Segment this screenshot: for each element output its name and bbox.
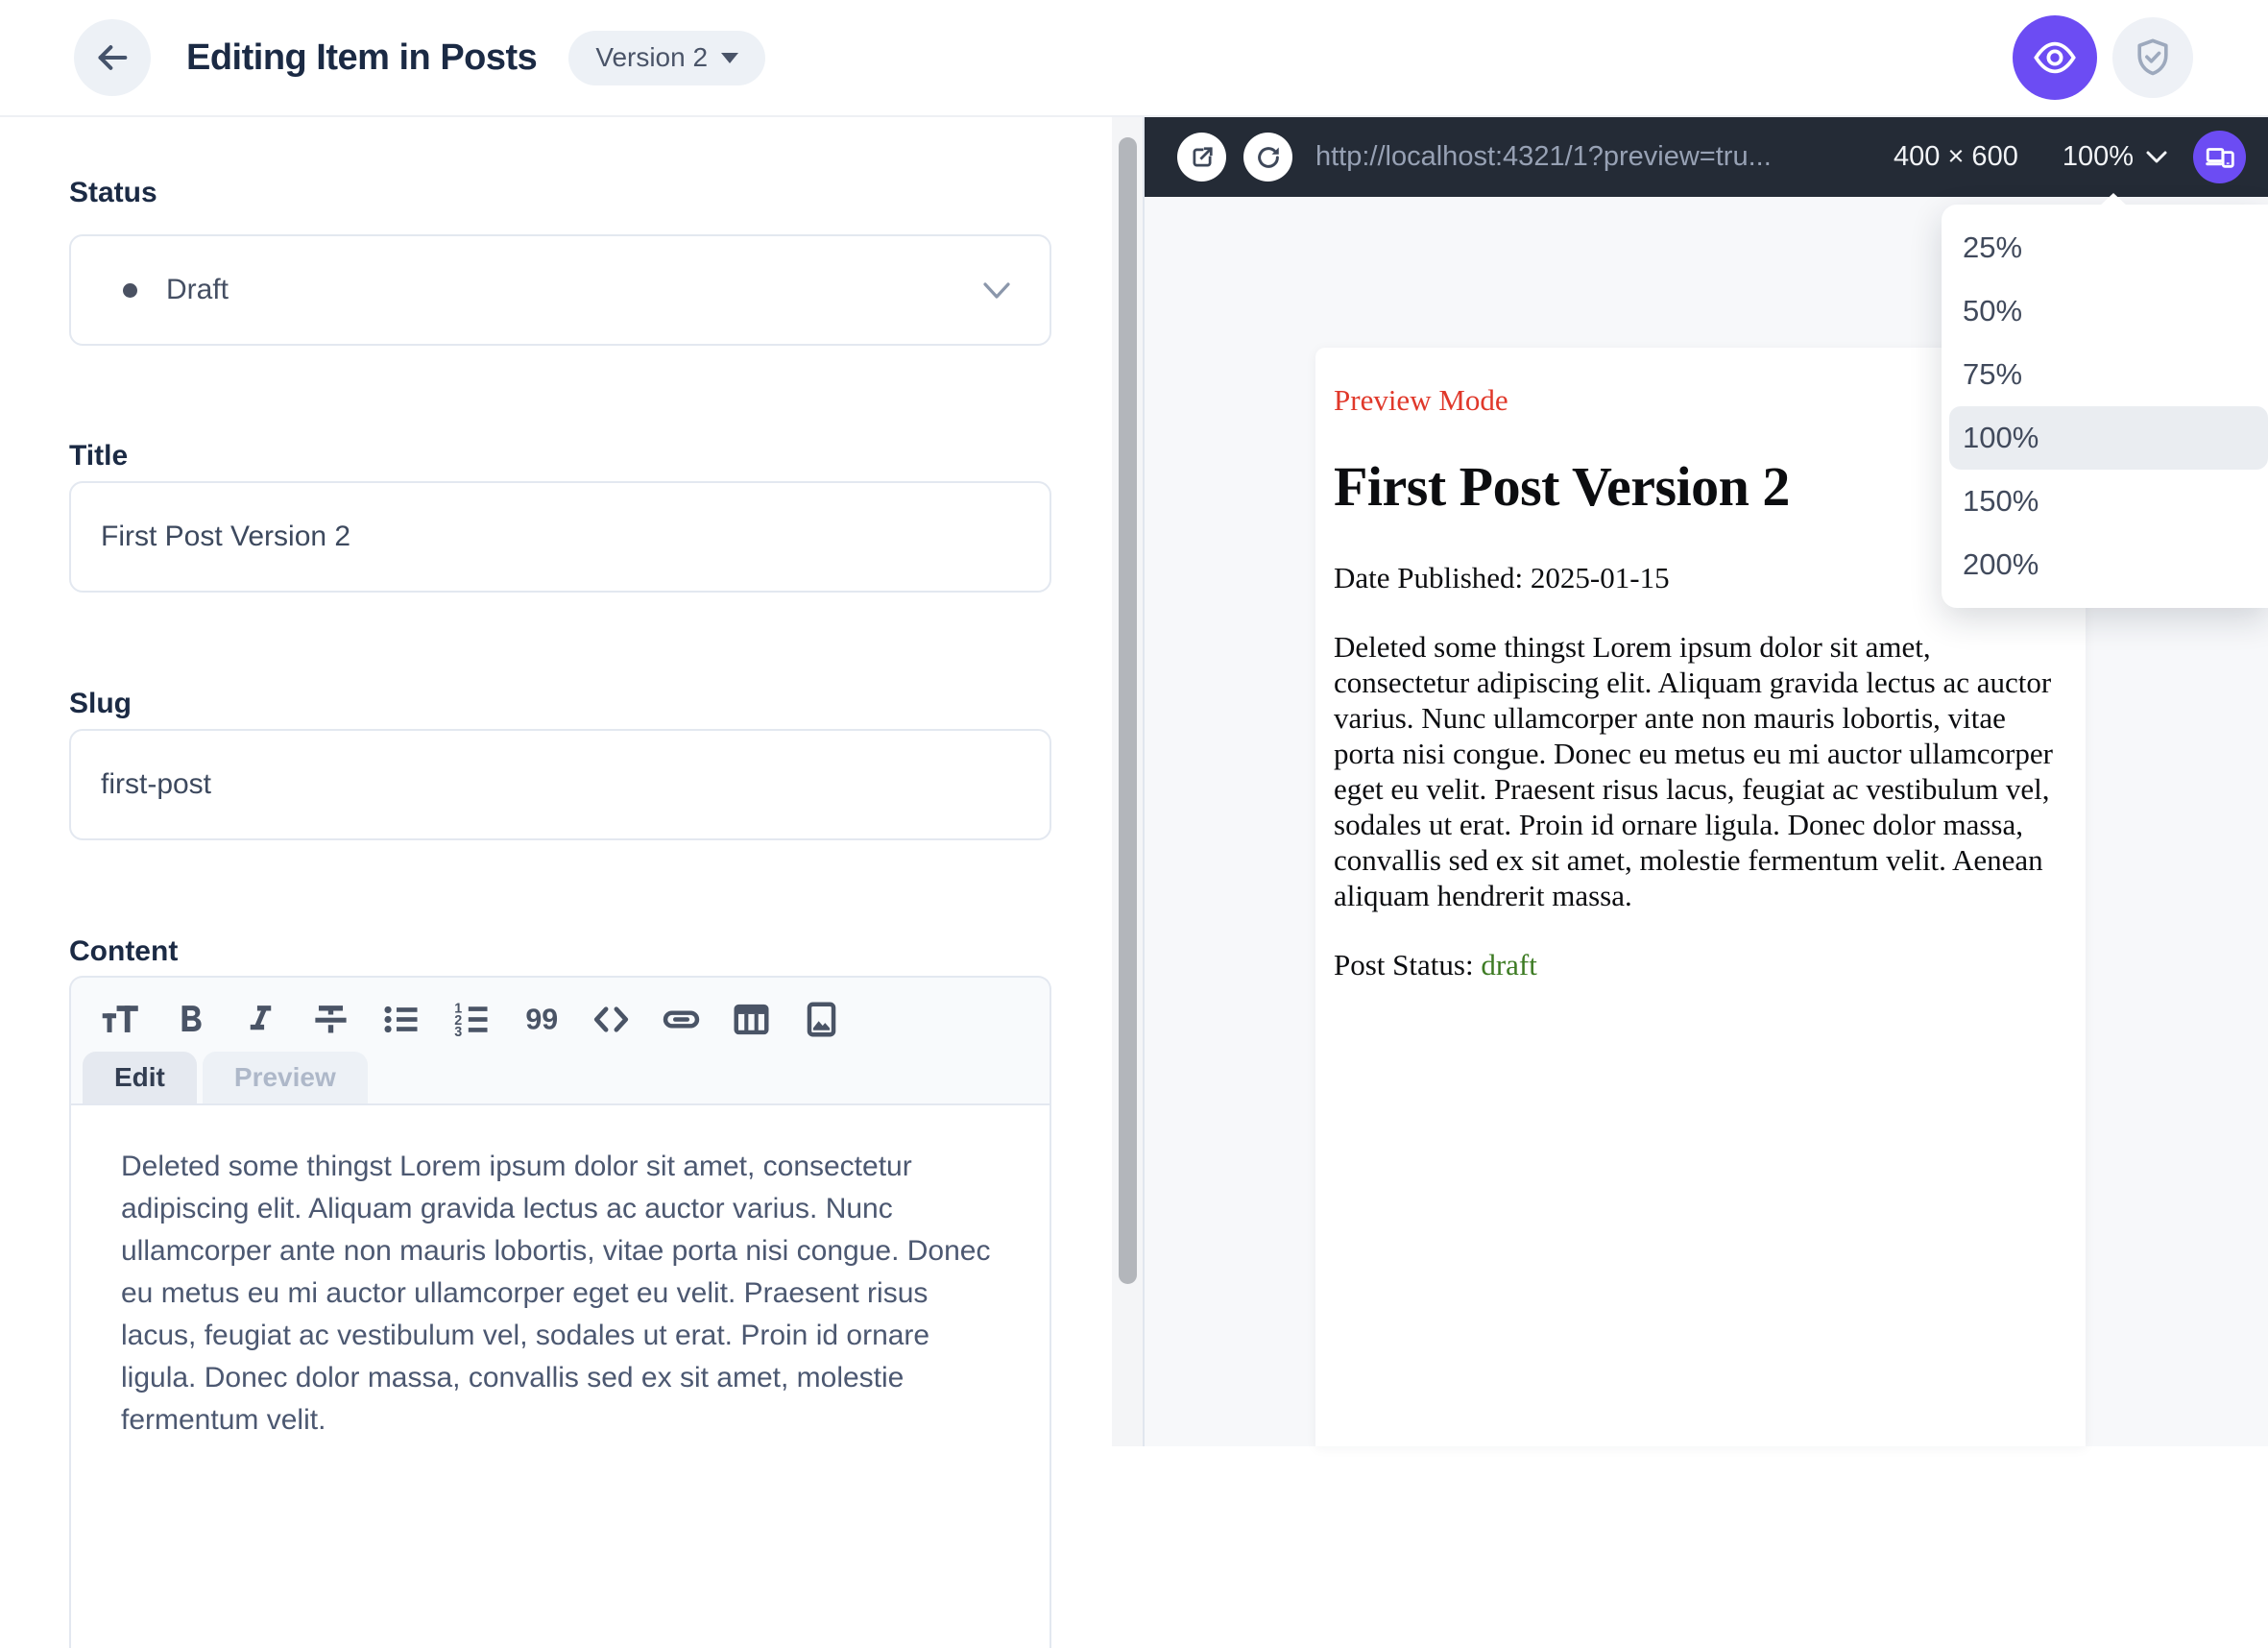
italic-icon[interactable] bbox=[240, 999, 281, 1040]
slug-input[interactable] bbox=[69, 729, 1051, 840]
preview-date-line: Date Published: 2025-01-15 bbox=[1334, 561, 1670, 594]
open-in-new-window-button[interactable] bbox=[1177, 133, 1226, 182]
title-input[interactable] bbox=[69, 481, 1051, 593]
content-label: Content bbox=[69, 935, 179, 967]
zoom-option-200[interactable]: 200% bbox=[1963, 547, 2039, 581]
viewport-dimensions: 400 × 600 bbox=[1894, 141, 2018, 172]
editor-toolbar bbox=[71, 978, 1050, 1040]
preview-toolbar bbox=[1145, 117, 2268, 197]
back-arrow-icon bbox=[93, 38, 132, 77]
svg-text:1: 1 bbox=[454, 1001, 463, 1017]
table-icon[interactable] bbox=[731, 999, 772, 1040]
eye-icon bbox=[2032, 35, 2078, 81]
shield-check-icon bbox=[2131, 36, 2175, 80]
status-dot-icon bbox=[123, 283, 137, 298]
zoom-option-75[interactable]: 75% bbox=[1963, 357, 2023, 391]
heading-icon[interactable] bbox=[100, 999, 141, 1040]
status-label: Status bbox=[69, 177, 157, 208]
strikethrough-icon[interactable] bbox=[310, 999, 351, 1040]
svg-text:2: 2 bbox=[454, 1012, 463, 1029]
app-header bbox=[0, 0, 2268, 117]
tab-edit[interactable]: Edit bbox=[83, 1052, 197, 1103]
preview-toggle-button[interactable] bbox=[2013, 15, 2097, 100]
zoom-value: 100% bbox=[2062, 141, 2134, 172]
zoom-dropdown-trigger[interactable] bbox=[2063, 141, 2168, 173]
preview-post-body: Deleted some thingst Lorem ipsum dolor sit amet, consectetur adipiscing elit. Aliquam gravida lectus ac auctor varius. Nunc ullamcorper ante non mauris lobortis, vitae porta nisi congue. Donec eu metus eu mi auctor ullamcorper eget eu velit. Praesent risus lacus, feugiat ac vestibulum vel, sodales ut erat. Proin id ornare ligula. Donec dolor massa, convallis sed ex sit amet, molestie fermentum velit. Aenean aliquam hendrerit massa. bbox=[1334, 630, 2053, 912]
status-value-text: draft bbox=[1481, 948, 1537, 982]
scrollbar-thumb[interactable] bbox=[1119, 137, 1137, 1284]
caret-down-icon bbox=[721, 53, 738, 63]
title-label: Title bbox=[69, 440, 129, 472]
preview-url[interactable]: http://localhost:4321/1?preview=tru... bbox=[1315, 141, 1772, 172]
version-label: Version 2 bbox=[595, 42, 709, 72]
chevron-down-icon bbox=[2145, 150, 2168, 164]
external-link-icon bbox=[1188, 143, 1217, 172]
version-selector[interactable] bbox=[568, 31, 765, 85]
numbered-list-icon[interactable] bbox=[450, 999, 492, 1040]
svg-text:3: 3 bbox=[454, 1025, 463, 1040]
preview-post-title: First Post Version 2 bbox=[1334, 455, 1790, 518]
edit-form-panel bbox=[0, 117, 1112, 1446]
status-label-text: Post Status: bbox=[1334, 948, 1482, 982]
bold-icon[interactable] bbox=[170, 999, 211, 1040]
preview-post-status bbox=[1334, 948, 2066, 982]
chevron-down-icon bbox=[982, 281, 1011, 300]
validate-button[interactable] bbox=[2112, 17, 2193, 98]
zoom-dropdown-menu bbox=[1942, 205, 2268, 608]
devices-icon bbox=[2204, 141, 2236, 174]
link-icon[interactable] bbox=[661, 999, 702, 1040]
zoom-option-50[interactable]: 50% bbox=[1963, 294, 2023, 327]
device-size-button[interactable] bbox=[2193, 131, 2246, 183]
slug-label: Slug bbox=[69, 688, 132, 719]
status-select[interactable] bbox=[69, 234, 1051, 346]
svg-text:99: 99 bbox=[525, 1003, 559, 1036]
back-button[interactable] bbox=[74, 19, 151, 96]
zoom-option-25[interactable]: 25% bbox=[1963, 230, 2023, 264]
blockquote-icon[interactable] bbox=[520, 999, 562, 1040]
content-editor-textarea[interactable]: Deleted some thingst Lorem ipsum dolor sit amet, consectetur adipiscing elit. Aliquam gravida lectus ac auctor varius. Nunc ullamcorper ante non mauris lobortis, vitae porta nisi congue. Donec eu metus eu mi auctor ullamcorper eget eu velit. Praesent risus lacus, feugiat ac vestibulum vel, sodales ut erat. Proin id ornare ligula. Donec dolor massa, convallis sed ex sit amet, molestie fermentum velit. bbox=[71, 1105, 1050, 1648]
code-icon[interactable] bbox=[591, 999, 632, 1040]
editor-tab-bar bbox=[71, 1040, 1050, 1103]
preview-mode-banner: Preview Mode bbox=[1334, 383, 1508, 417]
image-icon[interactable] bbox=[801, 999, 842, 1040]
zoom-option-100[interactable]: 100% bbox=[1949, 406, 2268, 470]
left-panel-scrollbar[interactable] bbox=[1112, 117, 1143, 1446]
refresh-button[interactable] bbox=[1243, 133, 1292, 182]
tab-preview[interactable]: Preview bbox=[203, 1052, 368, 1103]
refresh-icon bbox=[1254, 143, 1283, 172]
status-value: Draft bbox=[166, 274, 229, 305]
dropdown-caret bbox=[2099, 193, 2128, 206]
content-editor bbox=[69, 976, 1051, 1648]
zoom-option-150[interactable]: 150% bbox=[1963, 484, 2039, 518]
page-title: Editing Item in Posts bbox=[186, 36, 538, 78]
bulleted-list-icon[interactable] bbox=[380, 999, 422, 1040]
